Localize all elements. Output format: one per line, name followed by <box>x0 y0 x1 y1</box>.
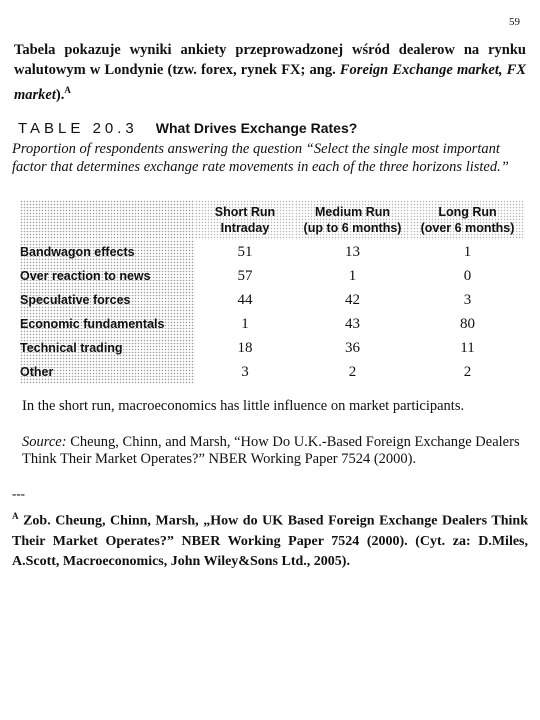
footnote-mark: A <box>12 511 19 521</box>
column-header-line1: Short Run <box>214 205 276 219</box>
row-label: Over reaction to news <box>20 264 195 288</box>
table-summary: In the short run, macroeconomics has little influence on market participants. <box>22 398 465 414</box>
table-cell: 2 <box>463 363 472 380</box>
column-header-line2: Intraday <box>220 221 270 235</box>
table-cell: 1 <box>241 315 249 332</box>
table-row <box>20 360 525 384</box>
table-corner <box>20 200 195 240</box>
column-header-long-run <box>410 200 525 240</box>
table-caption: Proportion of respondents answering the question “Select the single most important factor that determines exchange rate movements in each of the three horizons listed.” <box>12 141 509 175</box>
row-label: Technical trading <box>20 336 195 360</box>
table-cell: 57 <box>237 267 253 284</box>
table-cell: 3 <box>241 363 249 380</box>
table-cell: 18 <box>237 339 253 356</box>
table-row <box>20 336 525 360</box>
table-row <box>20 240 525 264</box>
table-cell: 43 <box>345 315 360 332</box>
intro-footnote-mark: A <box>64 85 71 95</box>
table-source <box>22 434 522 468</box>
column-header-line1: Long Run <box>438 205 497 219</box>
table-cell: 44 <box>237 291 253 308</box>
row-label: Bandwagon effects <box>20 240 195 264</box>
column-header-short-run <box>195 200 295 240</box>
table-row <box>20 288 525 312</box>
row-label: Other <box>20 360 195 384</box>
table-title: What Drives Exchange Rates? <box>155 120 358 136</box>
table-row <box>20 312 525 336</box>
table-number: TABLE 20.3 <box>18 120 138 137</box>
table-cell: 3 <box>463 291 472 308</box>
table-cell: 13 <box>345 243 360 260</box>
table-cell: 1 <box>463 243 472 260</box>
page-number: 59 <box>509 16 520 28</box>
table-cell: 42 <box>345 291 360 308</box>
table-row <box>20 264 525 288</box>
footnote-separator: --- <box>12 486 25 501</box>
column-header-line2: (over 6 months) <box>420 221 515 235</box>
table-cell: 80 <box>460 315 475 332</box>
table-header-row <box>20 200 525 240</box>
table-cell: 11 <box>460 339 475 356</box>
table-cell: 2 <box>348 363 357 380</box>
source-label: Source: <box>22 434 67 450</box>
footnote-text: Zob. Cheung, Chinn, Marsh, „How do UK Based Foreign Exchange Dealers Think Their Market Operates?” NBER Working Paper 7524 (2000). (Cyt. za: D.Miles, A.Scott, Macroeconomics, John Wiley&Sons Ltd., 2005). <box>12 513 528 569</box>
survey-table <box>20 200 525 384</box>
table-cell: 51 <box>237 243 253 260</box>
intro-paragraph <box>14 40 526 105</box>
column-header-line2: (up to 6 months) <box>303 221 402 235</box>
table-cell: 0 <box>463 267 472 284</box>
source-text: Cheung, Chinn, and Marsh, “How Do U.K.-Based Foreign Exchange Dealers Think Their Market Operates?” NBER Working Paper 7524 (2000). <box>22 434 520 467</box>
row-label: Economic fundamentals <box>20 312 195 336</box>
table-cell: 1 <box>348 267 357 284</box>
table-cell: 36 <box>345 339 360 356</box>
intro-after: ). <box>55 86 65 103</box>
table-heading <box>18 120 523 138</box>
column-header-line1: Medium Run <box>315 205 390 219</box>
intro-text: Tabela pokazuje wyniki ankiety przeprowadzonej wśród dealerow na rynku walutowym w Londynie (tzw. forex, rynek FX; ang. <box>14 42 526 78</box>
intro-italic: Foreign Exchange market, FX market <box>14 62 526 103</box>
footnote <box>12 506 528 572</box>
column-header-medium-run <box>295 200 410 240</box>
row-label: Speculative forces <box>20 288 195 312</box>
